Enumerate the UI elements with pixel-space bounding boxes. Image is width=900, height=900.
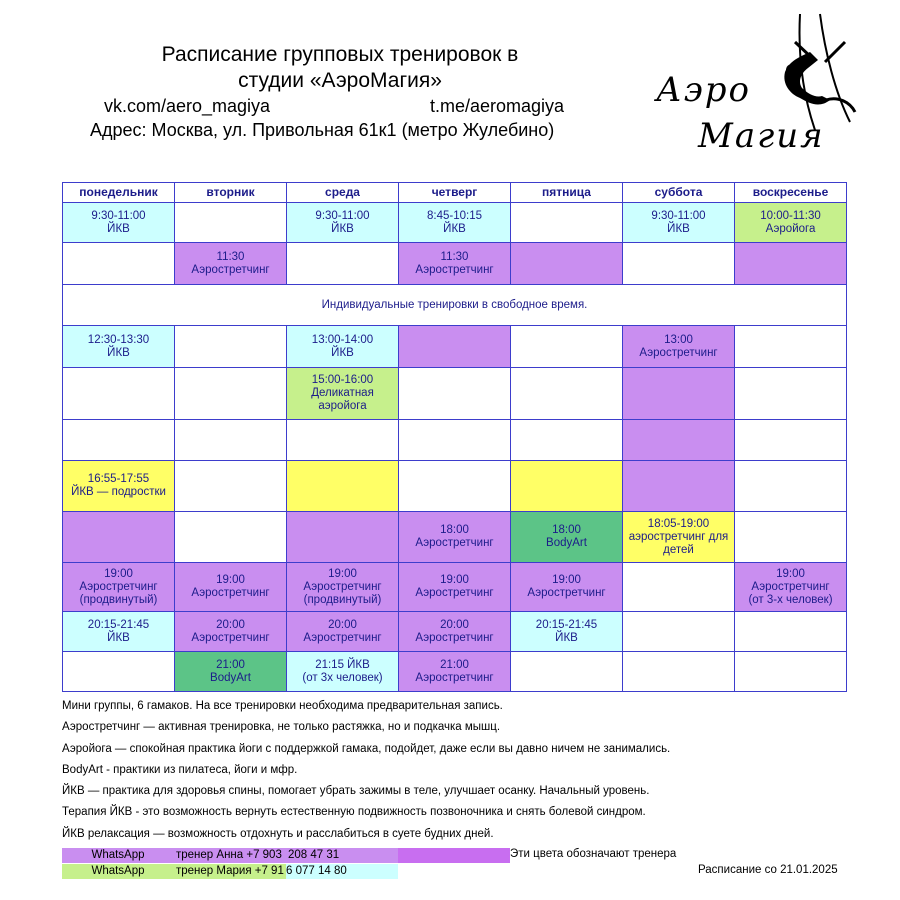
empty-slot — [511, 461, 623, 512]
schedule-row — [63, 203, 847, 243]
empty-slot — [175, 512, 287, 563]
note-line: ЙКВ релаксация — возможность отдохнуть и расслабиться в суете будних дней. — [62, 827, 494, 840]
class-slot: 21:00 Аэростретчинг — [399, 652, 511, 692]
note-line: ЙКВ — практика для здоровья спины, помогает убрать зажимы в теле, улучшает осанку. Начальный уровень. — [62, 785, 650, 798]
class-slot: 19:00 Аэростретчинг (продвинутый) — [63, 563, 175, 612]
whatsapp-anna[interactable]: WhatsApp — [62, 848, 174, 863]
empty-slot — [511, 203, 623, 243]
schedule-row — [63, 243, 847, 285]
logo-text-1: Аэро — [656, 70, 752, 110]
empty-slot — [175, 368, 287, 420]
logo-text-2: Магия — [698, 116, 825, 156]
legend-maria — [62, 864, 522, 879]
class-slot: 8:45-10:15 ЙКВ — [399, 203, 511, 243]
empty-slot — [63, 243, 175, 285]
schedule-date: Расписание со 21.01.2025 — [698, 864, 838, 876]
studio-logo — [650, 12, 865, 162]
colors-note: Эти цвета обозначают тренера — [510, 848, 677, 860]
class-slot: 19:00 Аэростретчинг — [399, 563, 511, 612]
schedule-row — [63, 652, 847, 692]
whatsapp-maria[interactable]: WhatsApp — [62, 864, 174, 879]
class-slot: 18:00 Аэростретчинг — [399, 512, 511, 563]
schedule-row — [63, 461, 847, 512]
note-line: Мини группы, 6 гамаков. На все тренировки необходима предварительная запись. — [62, 700, 503, 712]
anna-color-swatch — [398, 848, 510, 863]
day-header: суббота — [623, 183, 735, 203]
empty-slot — [623, 243, 735, 285]
schedule-row — [63, 420, 847, 461]
class-slot: 19:00 Аэростретчинг — [175, 563, 287, 612]
title-line-1: Расписание групповых тренировок в — [161, 43, 519, 66]
empty-slot — [735, 512, 847, 563]
class-slot: 9:30-11:00 ЙКВ — [63, 203, 175, 243]
empty-slot — [623, 461, 735, 512]
empty-slot — [399, 420, 511, 461]
class-slot: 20:15-21:45 ЙКВ — [63, 612, 175, 652]
empty-slot — [623, 563, 735, 612]
empty-slot — [63, 512, 175, 563]
empty-slot — [511, 652, 623, 692]
empty-slot — [399, 326, 511, 368]
empty-slot — [735, 652, 847, 692]
class-slot: 15:00-16:00 Деликатная аэройога — [287, 368, 399, 420]
empty-slot — [63, 420, 175, 461]
class-slot: 18:05-19:00 аэростретчинг для детей — [623, 512, 735, 563]
empty-slot — [511, 420, 623, 461]
class-slot: 9:30-11:00 ЙКВ — [287, 203, 399, 243]
empty-slot — [511, 368, 623, 420]
empty-slot — [399, 461, 511, 512]
empty-slot — [623, 612, 735, 652]
empty-slot — [735, 368, 847, 420]
note-line: BodyArt - практики из пилатеса, йоги и мфр. — [62, 763, 298, 776]
empty-slot — [735, 420, 847, 461]
notes — [62, 698, 852, 847]
empty-slot — [175, 203, 287, 243]
empty-slot — [735, 461, 847, 512]
class-slot: 10:00-11:30 Аэройога — [735, 203, 847, 243]
empty-slot — [735, 326, 847, 368]
empty-slot — [287, 461, 399, 512]
class-slot: 20:15-21:45 ЙКВ — [511, 612, 623, 652]
day-header: четверг — [399, 183, 511, 203]
day-header: воскресенье — [735, 183, 847, 203]
schedule-row — [63, 368, 847, 420]
address: Адрес: Москва, ул. Привольная 61к1 (метро Жулебино) — [90, 120, 555, 140]
schedule-row — [63, 612, 847, 652]
class-slot: 20:00 Аэростретчинг — [399, 612, 511, 652]
class-slot: 20:00 Аэростретчинг — [175, 612, 287, 652]
empty-slot — [623, 652, 735, 692]
schedule-row — [63, 285, 847, 326]
vk-link[interactable]: vk.com/aero_magiya — [104, 96, 271, 116]
empty-slot — [511, 326, 623, 368]
class-slot: 18:00 BodyArt — [511, 512, 623, 563]
empty-slot — [175, 326, 287, 368]
trainer-maria-label: тренер Мария +7 91 — [174, 864, 288, 879]
header — [60, 42, 620, 142]
class-slot: 19:00 Аэростретчинг (от 3-х человек) — [735, 563, 847, 612]
title-line-2: студии «АэроМагия» — [238, 69, 442, 92]
day-header: пятница — [511, 183, 623, 203]
class-slot: 12:30-13:30 ЙКВ — [63, 326, 175, 368]
telegram-link[interactable]: t.me/aeromagiya — [430, 96, 565, 116]
class-slot: 13:00-14:00 ЙКВ — [287, 326, 399, 368]
class-slot: 11:30 Аэростретчинг — [175, 243, 287, 285]
note-line: Аэростретчинг — активная тренировка, не только растяжка, но и подкачка мышц. — [62, 721, 501, 734]
empty-slot — [287, 512, 399, 563]
empty-slot — [287, 243, 399, 285]
day-header: понедельник — [63, 183, 175, 203]
schedule-row — [63, 563, 847, 612]
schedule-table — [62, 182, 847, 692]
empty-slot — [735, 612, 847, 652]
empty-slot — [63, 368, 175, 420]
trainer-anna-number: 208 47 31 — [286, 848, 400, 863]
contact-links — [60, 94, 620, 118]
legend-anna — [62, 848, 522, 863]
class-slot: 11:30 Аэростретчинг — [399, 243, 511, 285]
trainer-maria-number: 6 077 14 80 — [286, 864, 398, 879]
class-slot: 21:15 ЙКВ (от 3х человек) — [287, 652, 399, 692]
class-slot: 20:00 Аэростретчинг — [287, 612, 399, 652]
class-slot: 21:00 BodyArt — [175, 652, 287, 692]
schedule-row — [63, 512, 847, 563]
schedule-row — [63, 326, 847, 368]
empty-slot — [175, 420, 287, 461]
class-slot: 19:00 Аэростретчинг (продвинутый) — [287, 563, 399, 612]
day-header: вторник — [175, 183, 287, 203]
empty-slot — [287, 420, 399, 461]
day-header: среда — [287, 183, 399, 203]
note-line: Аэройога — спокойная практика йоги с поддержкой гамака, подойдет, даже если вы давно ничем не занимались. — [62, 742, 671, 755]
class-slot: 16:55-17:55 ЙКВ — подростки — [63, 461, 175, 512]
individual-sessions-note: Индивидуальные тренировки в свободное время. — [63, 285, 847, 326]
note-line: Терапия ЙКВ - это возможность вернуть естественную подвижность позвоночника и снять болевой синдром. — [62, 806, 646, 819]
empty-slot — [735, 243, 847, 285]
empty-slot — [623, 420, 735, 461]
class-slot: 9:30-11:00 ЙКВ — [623, 203, 735, 243]
page-title — [60, 42, 620, 94]
trainer-anna-label: тренер Анна +7 903 — [174, 848, 288, 863]
empty-slot — [175, 461, 287, 512]
empty-slot — [399, 368, 511, 420]
empty-slot — [623, 368, 735, 420]
empty-slot — [63, 652, 175, 692]
class-slot: 19:00 Аэростретчинг — [511, 563, 623, 612]
days-header-row — [63, 183, 847, 203]
class-slot: 13:00 Аэростретчинг — [623, 326, 735, 368]
empty-slot — [511, 243, 623, 285]
